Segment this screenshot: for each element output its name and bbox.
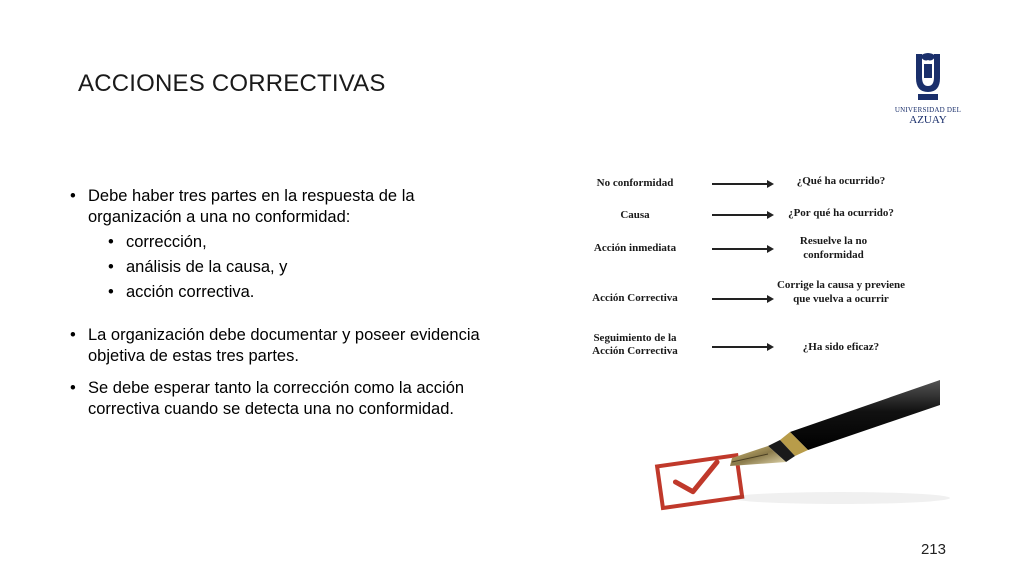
diagram-left-4: Acción Correctiva xyxy=(592,292,678,304)
diagram-left-1: No conformidad xyxy=(596,177,674,189)
diagram-right-3: Resuelve la no conformidad xyxy=(799,235,868,261)
arrow-icon xyxy=(712,248,772,250)
sub-bullet-3: • acción correctiva. xyxy=(70,282,510,303)
diagram-left-3: Acción inmediata xyxy=(593,242,677,254)
university-emblem-icon xyxy=(884,48,972,108)
university-logo xyxy=(884,48,972,134)
corrective-action-diagram xyxy=(580,168,920,368)
arrow-icon xyxy=(712,298,772,300)
bullet-1: • Debe haber tres partes en la respuesta de la organización a una no conformidad: xyxy=(70,186,510,228)
checkbox-icon xyxy=(657,455,742,508)
diagram-left-2: Causa xyxy=(620,209,650,221)
bullet-2: • La organización debe documentar y poseer evidencia objetiva de estas tres partes. xyxy=(70,325,510,367)
bullet-list xyxy=(70,186,510,420)
arrow-icon xyxy=(712,214,772,216)
arrow-icon xyxy=(712,346,772,348)
diagram-left-5: Seguimiento de la Acción Correctiva xyxy=(592,332,678,357)
diagram-right-1: ¿Qué ha ocurrido? xyxy=(796,175,886,187)
diagram-right-2: ¿Por qué ha ocurrido? xyxy=(788,207,894,219)
sub-bullet-2: • análisis de la causa, y xyxy=(70,257,510,278)
fountain-pen-checkbox-illustration xyxy=(640,380,950,515)
arrow-icon xyxy=(712,183,772,185)
slide-title: ACCIONES CORRECTIVAS xyxy=(78,70,386,97)
page-number: 213 xyxy=(920,541,946,558)
bullet-3: • Se debe esperar tanto la corrección como la acción correctiva cuando se detecta una no conformidad. xyxy=(70,378,510,420)
logo-text-line1: UNIVERSIDAD DEL xyxy=(894,106,962,114)
diagram-right-4: Corrige la causa y previene que vuelva a ocurrir xyxy=(776,279,906,305)
diagram-right-5: ¿Ha sido eficaz? xyxy=(802,341,880,353)
sub-bullet-1: • corrección, xyxy=(70,232,510,253)
logo-text-line2: AZUAY xyxy=(909,114,947,126)
